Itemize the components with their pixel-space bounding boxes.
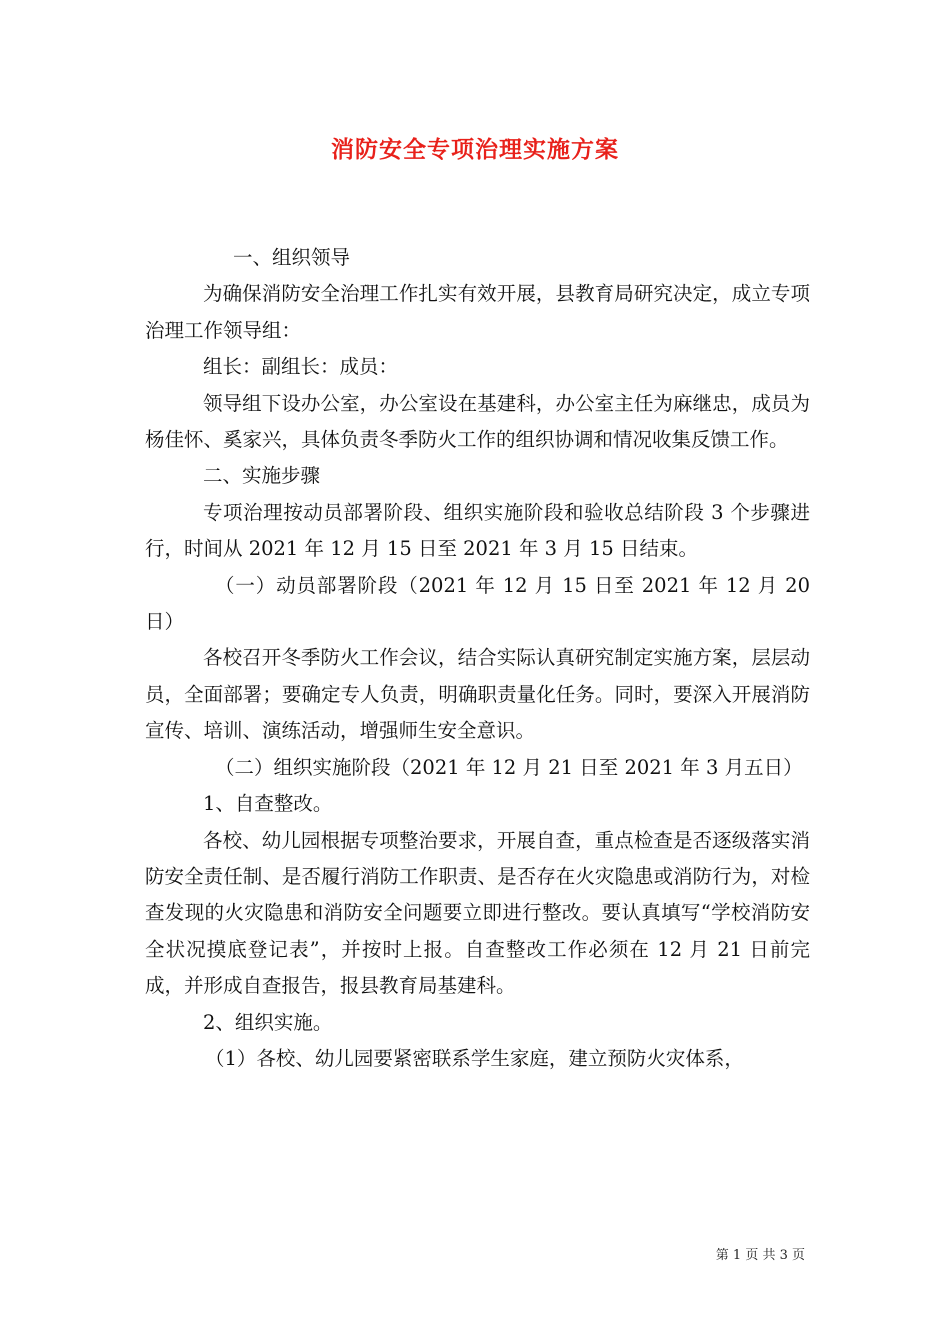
subsection-heading-implementation: （二）组织实施阶段（2021 年 12 月 21 日至 2021 年 3 月五日） [215, 755, 803, 779]
paragraph: 各校召开冬季防火工作会议，结合实际认真研究制定实施方案，层层动员，全面部署；要确定专人负责，明确职责量化任务。同时，要深入开展消防宣传、培训、演练活动，增强师生安全意识。 [145, 646, 810, 743]
paragraph: 各校、幼儿园根据专项整治要求，开展自查，重点检查是否逐级落实消防安全责任制、是否履行消防工作职责、是否存在火灾隐患或消防行为，对检查发现的火灾隐患和消防安全问题要立即进行整改。要认真填写“学校消防安全状况摸底登记表”，并按时上报。自查整改工作必须在 12 月 21 日前完成，并形成自查报告，报县教育局基建科。 [145, 828, 810, 998]
paragraph: 组长：副组长：成员： [203, 355, 399, 379]
item-heading-self-check: 1、自查整改。 [203, 792, 333, 816]
item-heading-organize: 2、组织实施。 [203, 1010, 333, 1034]
paragraph: 为确保消防安全治理工作扎实有效开展，县教育局研究决定，成立专项治理工作领导组： [145, 282, 810, 342]
subsection-heading-mobilization: （一）动员部署阶段（2021 年 12 月 15 日至 2021 年 12 月 20 日） [145, 573, 810, 634]
paragraph: 领导组下设办公室，办公室设在基建科，办公室主任为麻继忠，成员为杨佳怀、奚家兴，具体负责冬季防火工作的组织协调和情况收集反馈工作。 [145, 391, 810, 452]
paragraph: （1）各校、幼儿园要紧密联系学生家庭，建立预防火灾体系， [205, 1046, 744, 1070]
section-heading-steps: 二、实施步骤 [203, 464, 321, 488]
document-body [145, 240, 810, 1077]
paragraph: 专项治理按动员部署阶段、组织实施阶段和验收总结阶段 3 个步骤进行，时间从 2021 年 12 月 15 日至 2021 年 3 月 15 日结束。 [145, 500, 810, 561]
section-heading-organization: 一、组织领导 [233, 246, 351, 269]
page-number: 第 1 页 共 3 页 [715, 1248, 805, 1263]
document-title: 消防安全专项治理实施方案 [331, 136, 619, 163]
